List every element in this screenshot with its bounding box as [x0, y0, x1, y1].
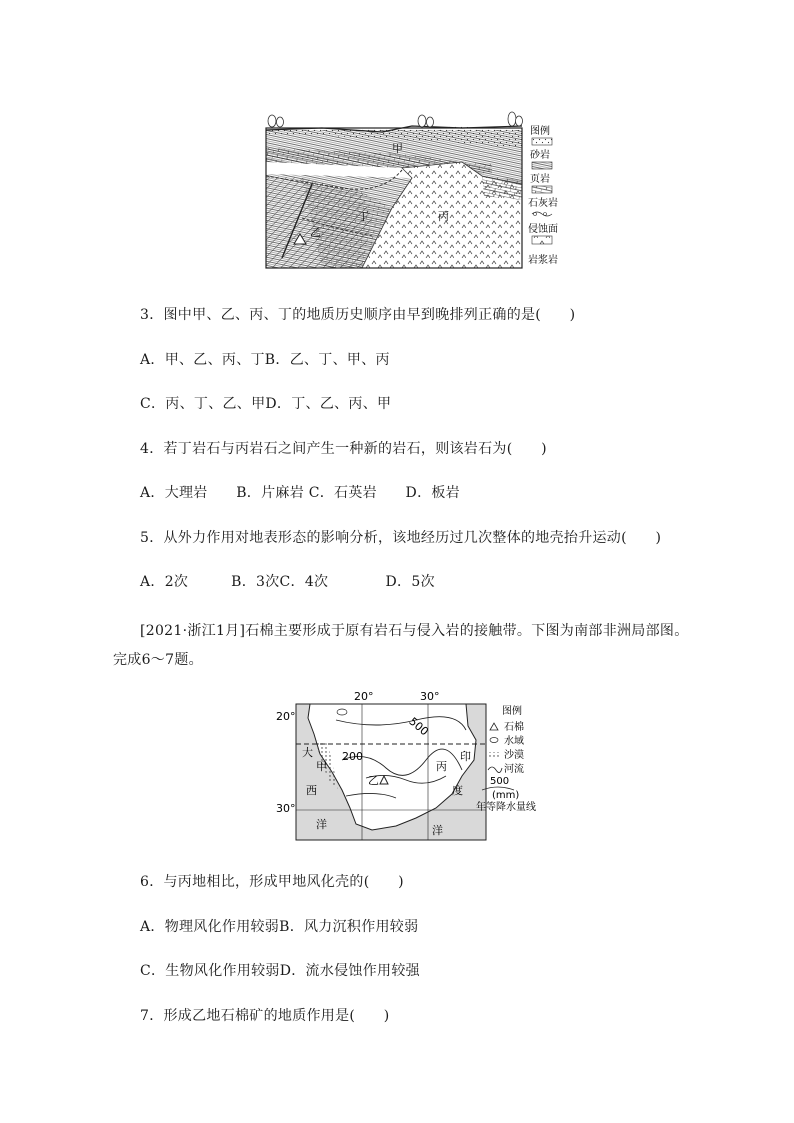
q6-stem: 6．与丙地相比，形成甲地风化壳的( ) [140, 874, 404, 890]
label-ding: 丁 [358, 210, 369, 223]
q3-options-ab: A．甲、乙、丙、丁B．乙、丁、甲、丙 [140, 352, 390, 368]
label-yin: 印 [460, 750, 471, 763]
label-da: 大 [302, 746, 313, 759]
label-yang-east: 洋 [432, 824, 443, 837]
tree-icons [268, 112, 523, 127]
legend-river: 河流 [504, 764, 524, 775]
figure1-legend [528, 124, 558, 266]
legend-asbestos: 石棉 [504, 722, 524, 733]
lon-20: 20° [354, 690, 374, 703]
label-xi: 西 [306, 784, 317, 797]
q4-options: A．大理岩 B．片麻岩 C．石英岩 D．板岩 [140, 485, 460, 501]
q3-stem: 3．图中甲、乙、丙、丁的地质历史顺序由早到晚排列正确的是( ) [140, 307, 576, 323]
label-bing: 丙 [436, 760, 447, 773]
southern-africa-map [276, 690, 546, 842]
label-yi: 乙 [368, 774, 379, 787]
q4-stem: 4．若丁岩石与丙岩石之间产生一种新的岩石，则该岩石为( ) [140, 441, 547, 457]
legend-isoline-sample: 500 [490, 776, 510, 787]
label-du: 度 [452, 784, 463, 797]
q6-options-cd: C．生物风化作用较弱D．流水侵蚀作用较强 [140, 963, 420, 979]
legend-title: 图例 [502, 706, 522, 717]
q3-options-cd: C．丙、丁、乙、甲D．丁、乙、丙、甲 [140, 396, 392, 412]
lat-30: 30° [276, 802, 296, 815]
isoline-200: 200 [342, 750, 363, 763]
legend-shale: 页岩 [530, 174, 550, 185]
legend-isohyet: 年等降水量线 [476, 802, 536, 813]
label-jia: 甲 [392, 142, 403, 155]
legend-sandstone: 砂岩 [530, 150, 550, 161]
q5-options: A．2次 B．3次C．4次 D．5次 [140, 574, 435, 590]
q6-options-ab: A．物理风化作用较弱B．风力沉积作用较弱 [140, 919, 419, 935]
q7-stem: 7．形成乙地石棉矿的地质作用是( ) [140, 1008, 390, 1024]
legend-limestone: 石灰岩 [528, 198, 558, 209]
legend-water: 水域 [504, 736, 524, 747]
lon-30: 30° [420, 690, 440, 703]
intro-line-2: 完成6～7题。 [113, 652, 203, 668]
label-yang-west: 洋 [316, 818, 327, 831]
label-yi: 乙 [310, 226, 321, 239]
legend-desert: 沙漠 [504, 750, 524, 761]
legend-unit: (mm) [492, 790, 520, 801]
legend-magmatic-rock: 岩浆岩 [528, 255, 558, 266]
intro-line-1: [2021·浙江1月]石棉主要形成于原有岩石与侵入岩的接触带。下图为南部非洲局部图。 [140, 623, 689, 639]
isoline-500: 500 [406, 714, 431, 739]
geologic-section-figure [262, 108, 562, 273]
q5-stem: 5．从外力作用对地表形态的影响分析，该地经历过几次整体的地壳抬升运动( ) [140, 530, 662, 546]
lat-20: 20° [276, 710, 296, 723]
legend-title: 图例 [530, 126, 550, 137]
cross-section [266, 112, 523, 268]
label-bing: 丙 [438, 210, 449, 223]
legend-erosion-surface: 侵蚀面 [528, 224, 558, 235]
label-jia: 甲 [316, 760, 327, 773]
